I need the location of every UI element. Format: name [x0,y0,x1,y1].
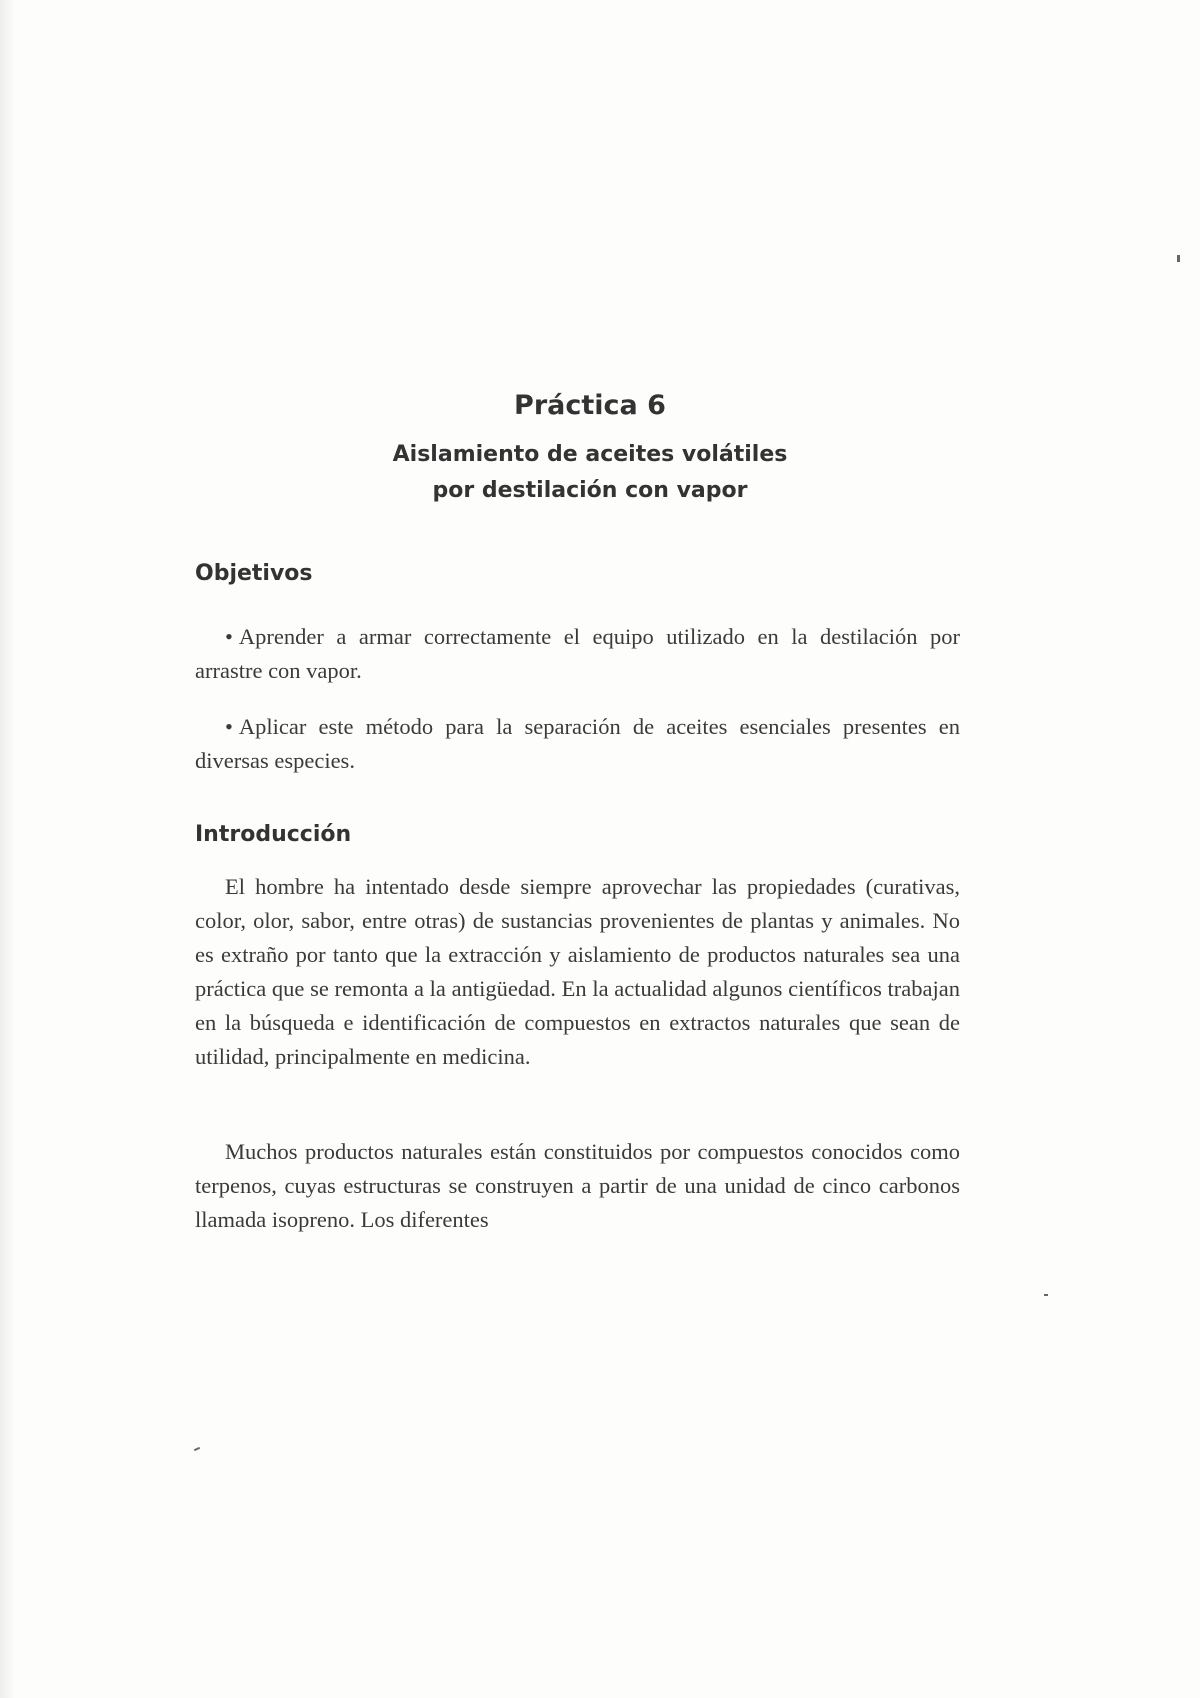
objetivo-item-1-text: Aprender a armar correctamente el equipo utilizado en la destilación por arrastre con vapor. [195,624,960,683]
scan-speck [1044,1294,1048,1296]
objetivos-heading: Objetivos [195,561,313,586]
introduccion-paragraph-1: El hombre ha intentado desde siempre aprovechar las propiedades (curativas, color, olor, sabor, entre otras) de sustancias provenientes de plantas y animales. No es extraño por tanto que la extracción y aislamiento de productos naturales sea una práctica que se remonta a la antigüedad. En la actualidad algunos científicos trabajan en la búsqueda e identificación de compuestos en extractos naturales que sean de utilidad, principalmente en medicina. [195,874,960,1069]
practice-subtitle [0,437,1180,509]
scan-speck [1177,255,1180,262]
objetivo-item-1 [195,620,960,688]
introduccion-heading: Introducción [195,822,352,847]
introduccion-paragraph-2: Muchos productos naturales están constituidos por compuestos conocidos como terpenos, cuyas estructuras se construyen a partir de una unidad de cinco carbonos llamada isopreno. Los diferentes [195,1139,960,1232]
subtitle-line-2: por destilación con vapor [432,478,748,503]
practice-title: Práctica 6 [514,390,666,421]
objetivo-item-2-text: Aplicar este método para la separación de aceites esenciales presentes en diversas especies. [195,714,960,773]
scan-speck [194,1447,200,1451]
subtitle-line-1: Aislamiento de aceites volátiles [392,442,788,467]
objetivo-item-2 [195,710,960,778]
scan-edge [0,0,14,1698]
